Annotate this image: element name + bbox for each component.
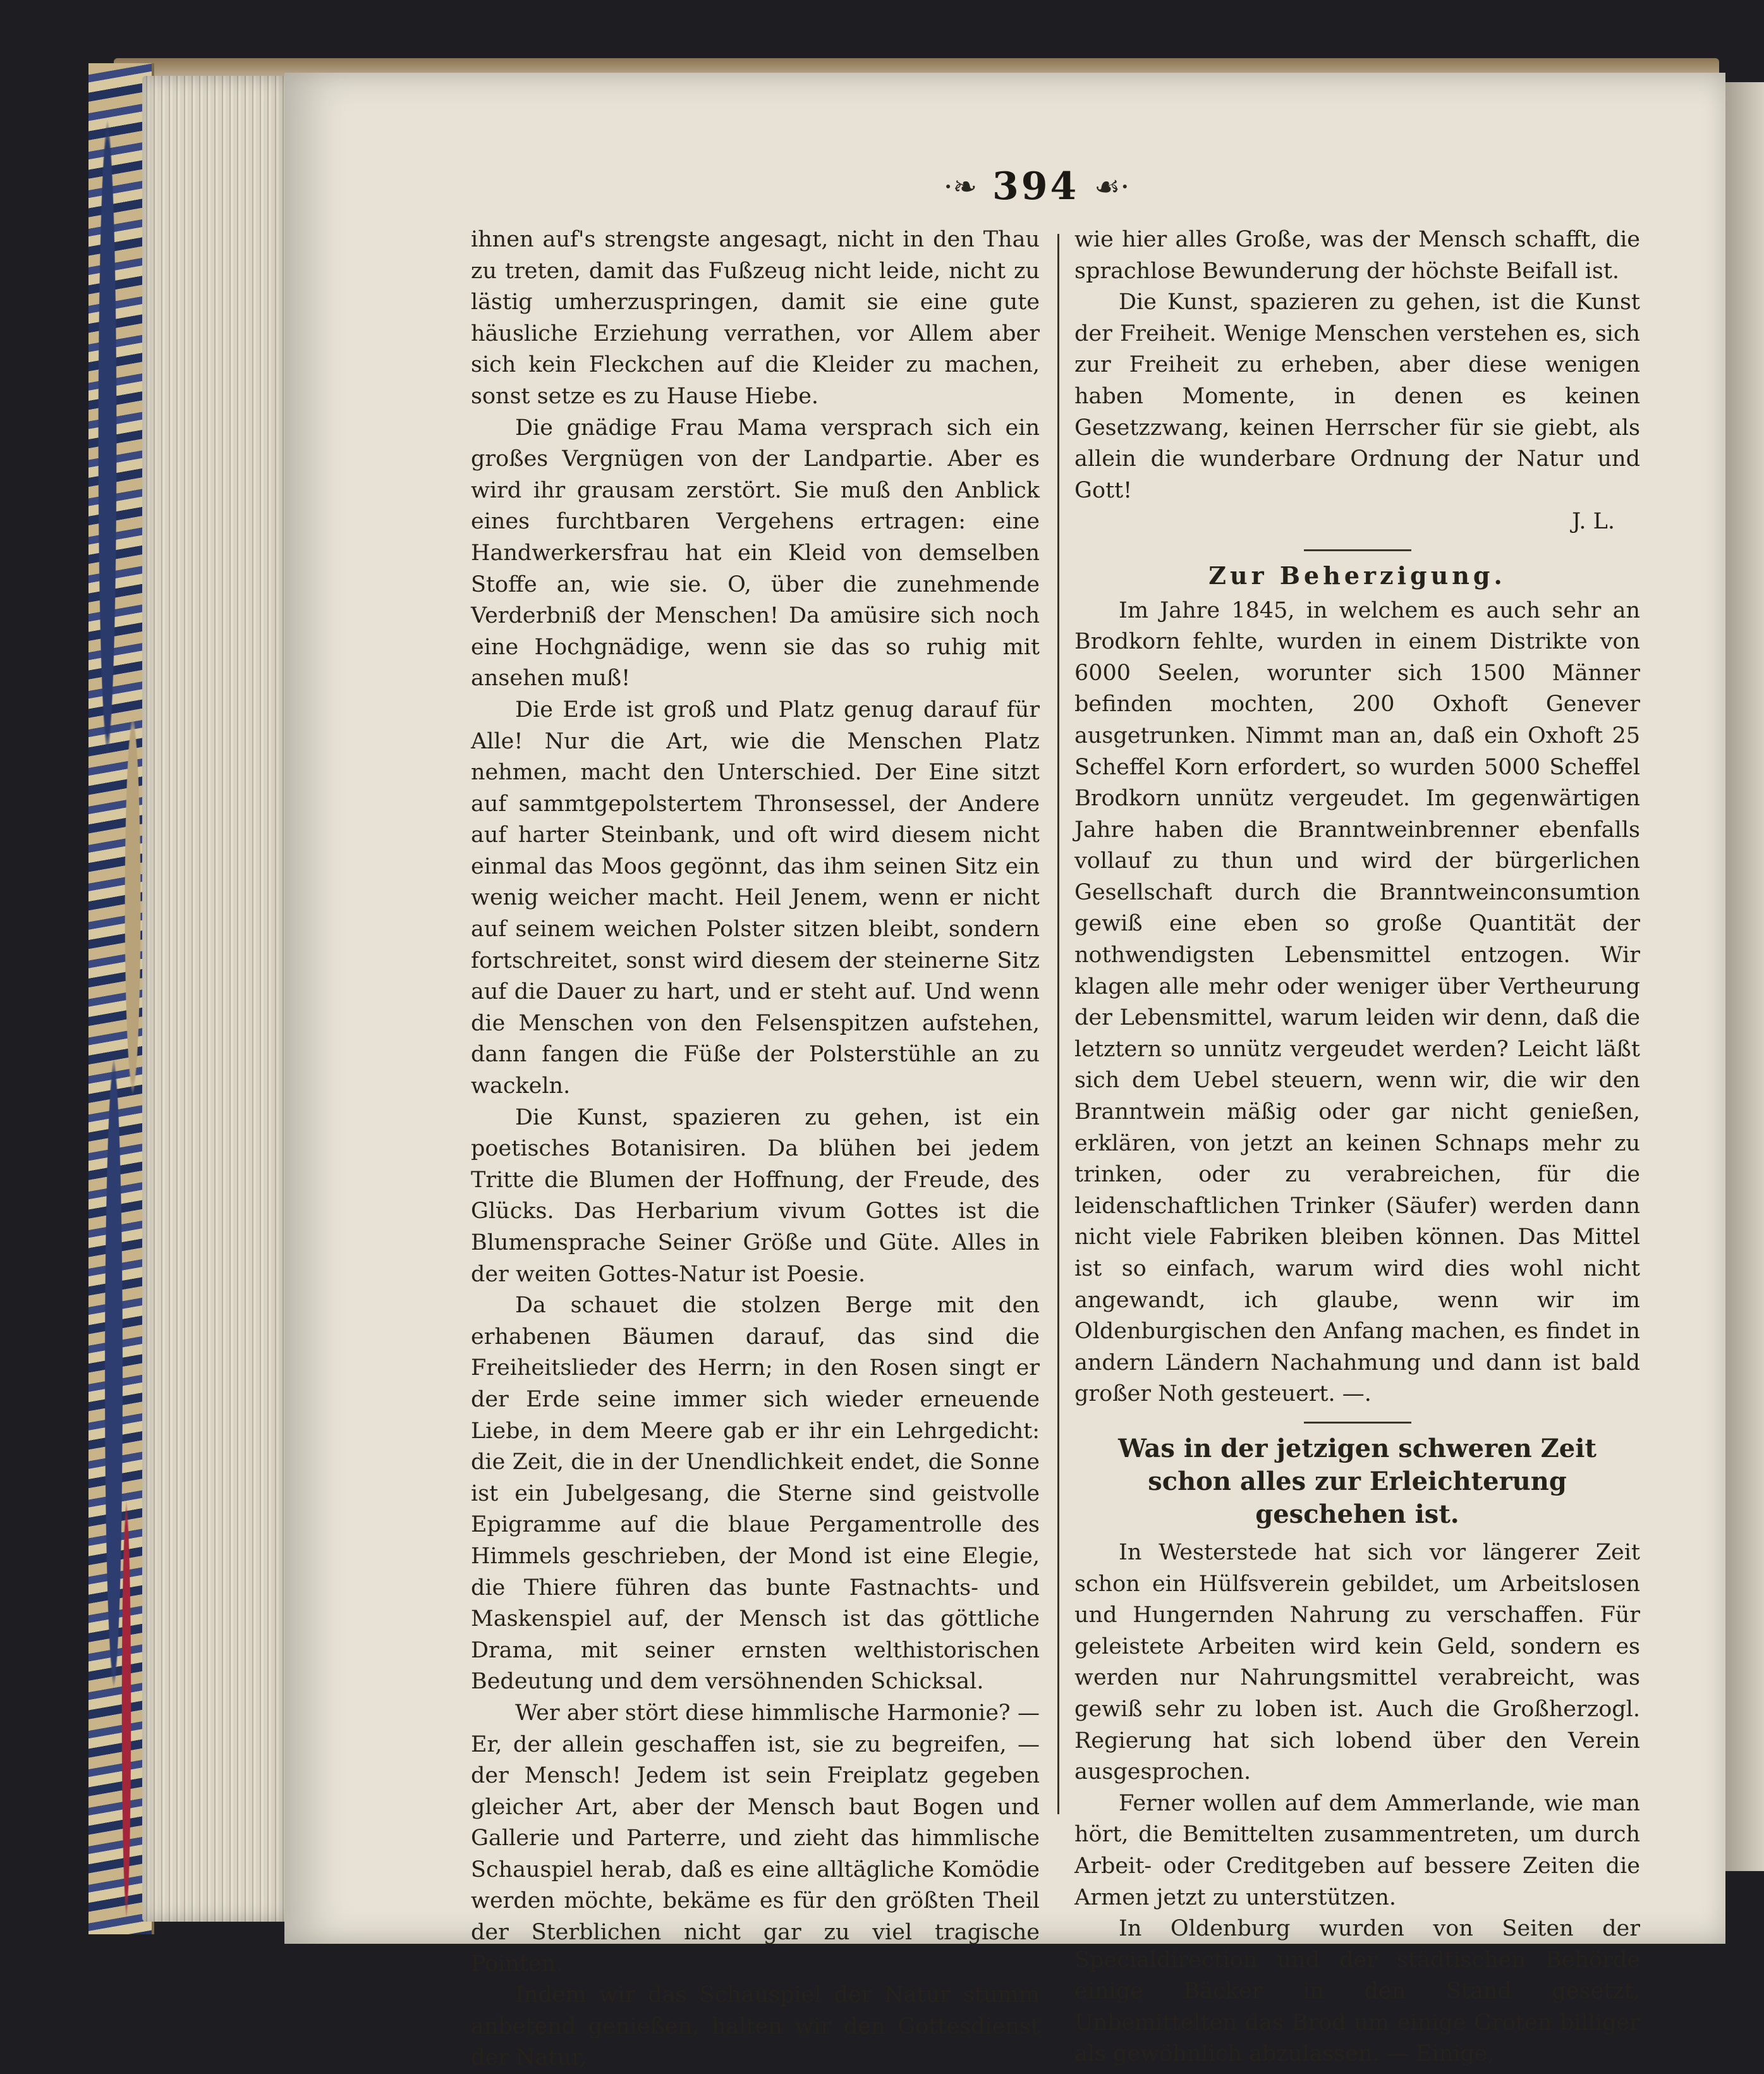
left-column (471, 224, 1040, 2074)
section-rule (1304, 1422, 1411, 1424)
section-rule (1304, 549, 1411, 551)
signature: J. L. (1572, 509, 1615, 535)
paragraph: Indem wir das Schauspiel der Natur stumm anbetend genießen, halten wir den Gottesdienst der Natur, (471, 1982, 1040, 2071)
facing-page-edge (1725, 82, 1764, 1871)
page-header (847, 161, 1226, 212)
signed-paragraph: Die Kunst, spazieren zu gehen, ist die Kunst der Freiheit. Wenige Menschen verstehen es, sich zur Freiheit zu erheben, aber diese wenigen haben Momente, in denen es keinen Gesetzzwang, keinen Herrscher für sie giebt, als allein die wunderbare Ordnung der Natur und Gott! (1074, 290, 1640, 503)
signature-line (1074, 506, 1640, 538)
ornament-right-icon: ☙· (1094, 169, 1130, 204)
page-stack (142, 76, 288, 1922)
paragraph: Ferner wollen auf dem Ammerlande, wie man hört, die Bemittelten zusammentreten, um durch Arbeit- oder Creditgeben auf bessere Zeiten die Armen jetzt zu unterstützen. (1074, 1790, 1640, 1910)
paragraph: In Oldenburg wurden von Seiten der Specialdirection und der städtischen Behörde einige Bäcker in den Stand gesetzt, Unbemittelten das Brod um einige Groten billiger als gewöhnlich abzulassen. — Einige, (1074, 1916, 1640, 2067)
column-divider (1057, 234, 1059, 1814)
paragraph: Wer aber stört diese himmlische Harmonie? — Er, der allein geschaffen ist, sie zu begreifen, — der Mensch! Jedem ist sein Freiplatz gegeben gleicher Art, aber der Mensch baut Bogen und Gallerie und Parterre, und zieht das himmlische Schauspiel herab, daß es eine alltägliche Komödie werden möchte, bekäme es für den größten Theil der Sterblichen nicht gar zu viel tragische Pointen. (471, 1700, 1040, 1977)
ornament-left-icon: ·❧ (943, 169, 978, 204)
section-title-erleichterung: Was in der jetzigen schweren Zeit schon alles zur Erleichterung geschehen ist. (1118, 1433, 1597, 1529)
paragraph: Die Kunst, spazieren zu gehen, ist ein poetisches Botanisiren. Da blühen bei jedem Tritte die Blumen der Hoffnung, der Freude, des Glücks. Das Herbarium vivum Gottes ist die Blumensprache Seiner Größe und Güte. Alles in der weiten Gottes-Natur ist Poesie. (471, 1104, 1040, 1287)
paragraph: wie hier alles Große, was der Mensch schafft, die sprachlose Bewunderung der höchste Beifall ist. (1074, 227, 1640, 284)
page-number: 394 (992, 164, 1080, 209)
paragraph: ihnen auf's strengste angesagt, nicht in den Thau zu treten, damit das Fußzeug nicht leide, nicht zu lästig umherzuspringen, damit sie eine gute häusliche Erziehung verrathen, vor Allem aber sich kein Fleckchen auf die Kleider zu machen, sonst setze es zu Hause Hiebe. (471, 227, 1040, 409)
section-title-beherzigung: Zur Beherzigung. (1208, 561, 1506, 590)
paragraph: Da schauet die stolzen Berge mit den erhabenen Bäumen darauf, das sind die Freiheitslieder des Herrn; in den Rosen singt er der Erde seine immer sich wieder erneuende Liebe, in dem Meere gab er ihr ein Lehrgedicht: die Zeit, die in der Unendlichkeit endet, die Sonne ist ein Jubelgesang, die Sterne sind geistvolle Epigramme auf die blaue Pergamentrolle des Himmels geschrieben, der Mond ist eine Elegie, die Thiere führen das bunte Fastnachts- und Maskenspiel auf, der Mensch ist das göttliche Drama, mit seiner ernsten welthistorischen Bedeutung und dem versöhnenden Schicksal. (471, 1293, 1040, 1695)
paragraph: Die Erde ist groß und Platz genug darauf für Alle! Nur die Art, wie die Menschen Platz nehmen, macht den Unterschied. Der Eine sitzt auf sammtgepolstertem Thronsessel, der Andere auf harter Steinbank, und oft wird diesem nicht einmal das Moos gegönnt, das ihm seinen Sitz ein wenig weicher macht. Heil Jenem, wenn er nicht auf seinem weichen Polster sitzen bleibt, sondern fortschreitet, sonst wird diesem der steinerne Sitz auf die Dauer zu hart, und er steht auf. Und wenn die Menschen von den Felsenspitzen aufstehen, dann fangen die Füße der Polsterstühle an zu wackeln. (471, 697, 1040, 1099)
paragraph: Die gnädige Frau Mama versprach sich ein großes Vergnügen von der Landpartie. Aber es wird ihr grausam zerstört. Sie muß den Anblick eines furchtbaren Vergehens ertragen: eine Handwerkersfrau hat ein Kleid von demselben Stoffe an, wie sie. O, über die zunehmende Verderbniß der Menschen! Da amüsire sich noch eine Hochgnädige, wenn sie das so ruhig mit ansehen muß! (471, 415, 1040, 692)
paragraph: In Westerstede hat sich vor längerer Zeit schon ein Hülfsverein gebildet, um Arbeitslosen und Hungernden Nahrung zu verschaffen. Für geleistete Arbeiten wird kein Geld, sondern es werden nur Nahrungsmittel verabreicht, was gewiß sehr zu loben ist. Auch die Großherzogl. Regierung hat sich lobend über den Verein ausgesprochen. (1074, 1539, 1640, 1785)
right-column (1074, 224, 1640, 2070)
paragraph: Im Jahre 1845, in welchem es auch sehr an Brodkorn fehlte, wurden in einem Distrikte von 6000 Seelen, worunter sich 1500 Männer befinden mochten, 200 Oxhoft Genever ausgetrunken. Nimmt man an, daß ein Oxhoft 25 Scheffel Korn erfordert, so wurden 5000 Scheffel Brodkorn unnütz vergeudet. Im gegenwärtigen Jahre haben die Branntweinbrenner ebenfalls vollauf zu thun und wird der bürgerlichen Gesellschaft durch die Branntweinconsumtion gewiß eine eben so große Quantität der nothwendigsten Lebensmittel entzogen. Wir klagen alle mehr oder weniger über Vertheurung der Lebensmittel, warum leiden wir denn, daß die letztern so unnütz vergeudet werden? Leicht läßt sich dem Uebel steuern, wenn wir, die wir den Branntwein mäßig oder gar nicht genießen, erklären, von jetzt an keinen Schnaps mehr zu trinken, oder zu verabreichen, für die leidenschaftlichen Trinker (Säufer) werden dann nicht viele Fabriken bleiben können. Das Mittel ist so einfach, warum wird dies wohl nicht angewandt, ich glaube, wenn wir im Oldenburgischen den Anfang machen, es findet in andern Ländern Nachahmung und dann ist bald großer Noth gesteuert. —. (1074, 597, 1640, 1407)
